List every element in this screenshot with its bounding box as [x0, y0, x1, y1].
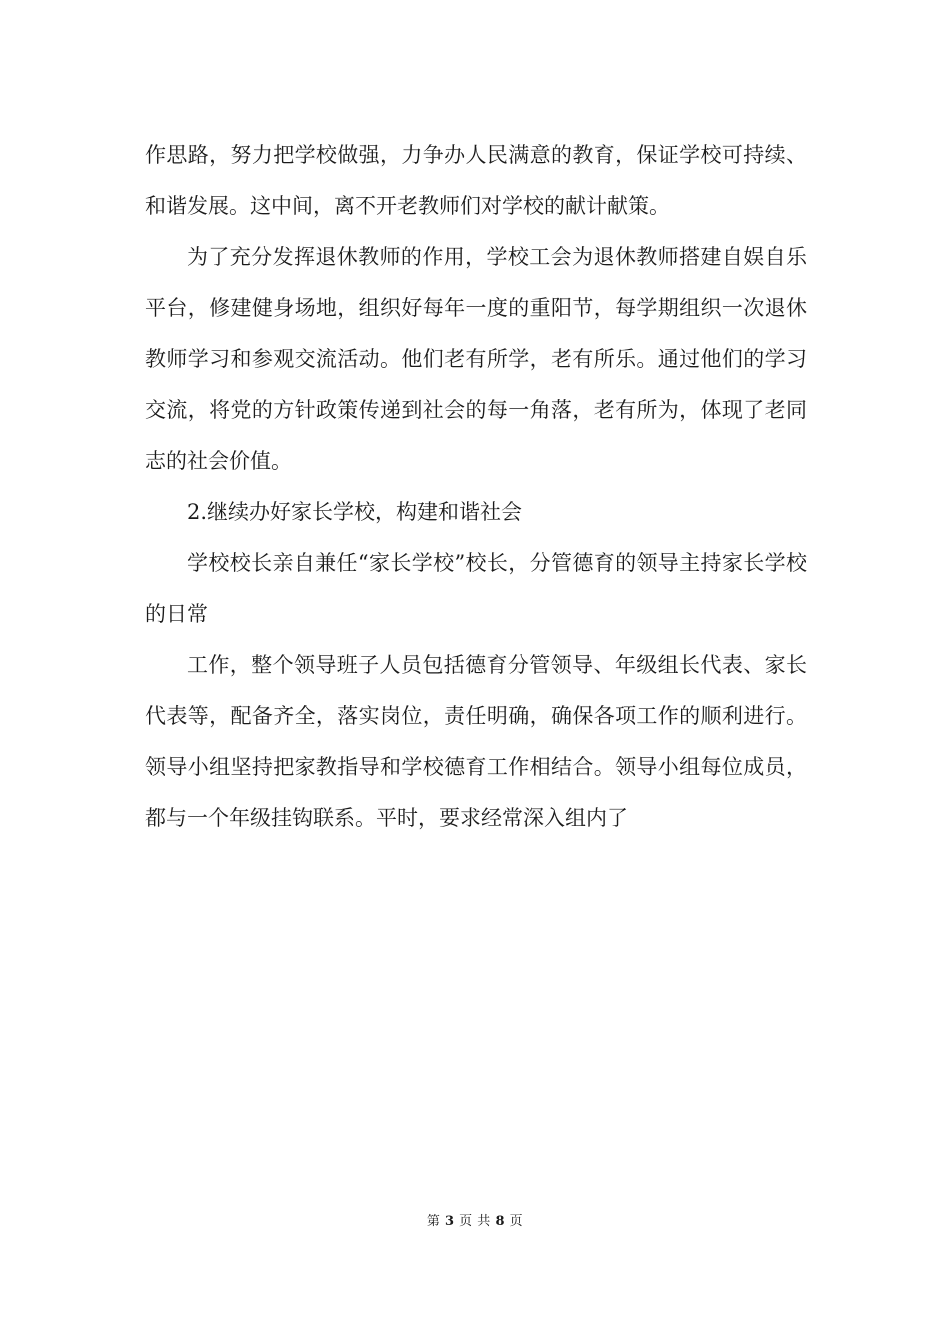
footer-middle: 页 共 — [459, 1214, 491, 1229]
paragraph-4: 工作，整个领导班子人员包括德育分管领导、年级组长代表、家长代表等，配备齐全，落实岗位，责任明确，确保各项工作的顺利进行。领导小组坚持把家教指导和学校德育工作相结合。领导小组每位成员，都与一个年级挂钩联系。平时，要求经常深入组内了 — [145, 653, 807, 830]
footer-prefix: 第 — [426, 1214, 441, 1229]
paragraph-3: 学校校长亲自兼任“家长学校”校长，分管德育的领导主持家长学校的日常 — [145, 551, 807, 626]
footer-total-pages: 8 — [495, 1214, 505, 1229]
paragraph-1: 作思路，努力把学校做强，力争办人民满意的教育，保证学校可持续、和谐发展。这中间，离不开老教师们对学校的献计献策。 — [145, 143, 807, 218]
footer-suffix: 页 — [509, 1214, 524, 1229]
footer-current-page: 3 — [444, 1214, 455, 1229]
page-footer — [0, 1210, 950, 1229]
paragraph-2: 为了充分发挥退休教师的作用，学校工会为退休教师搭建自娱自乐平台，修建健身场地，组织好每年一度的重阳节，每学期组织一次退休教师学习和参观交流活动。他们老有所学，老有所乐。通过他们的学习交流，将党的方针政策传递到社会的每一角落，老有所为，体现了老同志的社会价值。 — [145, 245, 807, 473]
body-text — [145, 130, 807, 844]
section-heading: 2.继续办好家长学校，构建和谐社会 — [187, 500, 523, 524]
